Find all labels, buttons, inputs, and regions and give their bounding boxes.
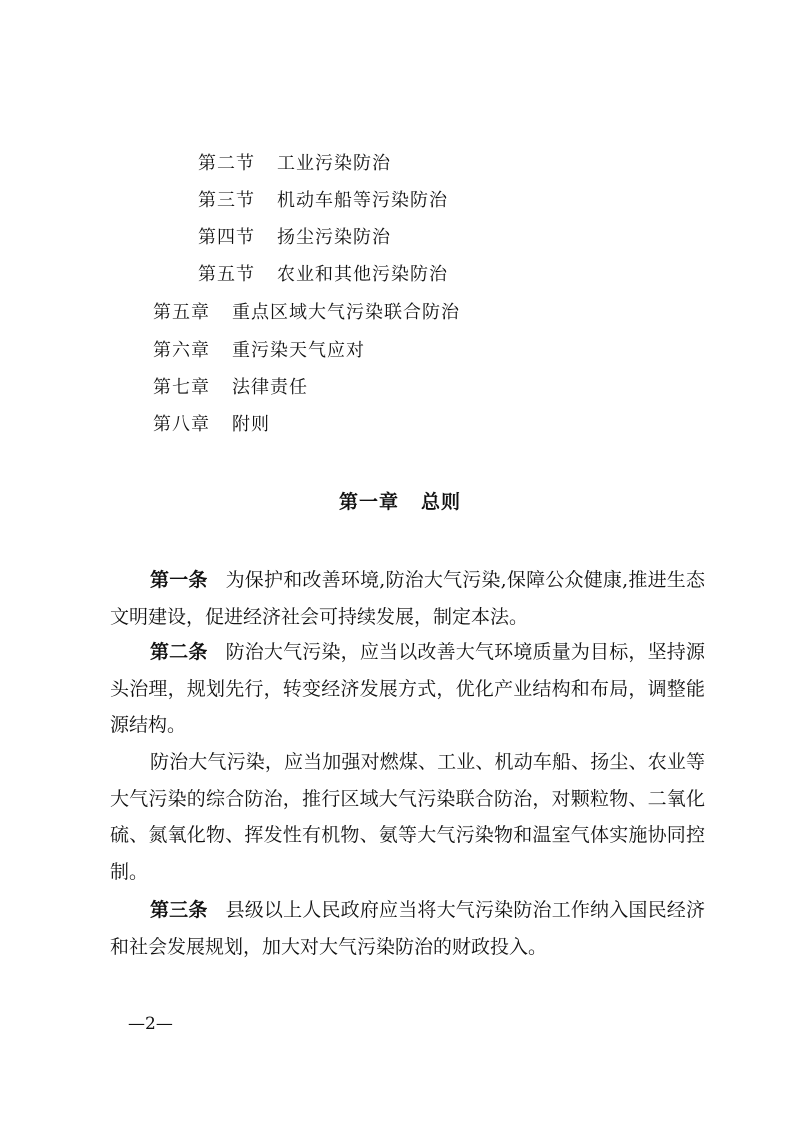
article-paragraph [110, 634, 705, 744]
toc-item [198, 153, 391, 175]
toc-item-number: 第五节 [198, 264, 255, 285]
toc-item [198, 264, 448, 286]
article-text: 防治大气污染，应当加强对燃煤、工业、机动车船、扬尘、农业等大气污染的综合防治，推行区域大气污染联合防治，对颗粒物、二氧化硫、氮氧化物、挥发性有机物、氨等大气污染物和温室气体实施协同控制。 [110, 751, 705, 883]
toc-item-number: 第八章 [153, 414, 210, 435]
toc-item-number: 第四节 [198, 227, 255, 248]
toc-item-number: 第三节 [198, 190, 255, 211]
toc-item [198, 190, 448, 212]
toc-item-number: 第六章 [153, 340, 210, 361]
chapter-number: 第一章 [338, 491, 399, 513]
toc-item-title: 农业和其他污染防治 [277, 264, 448, 285]
toc-item [153, 414, 270, 436]
toc-item-number: 第二节 [198, 153, 255, 174]
article-label: 第二条 [150, 641, 208, 663]
toc-item [153, 302, 460, 324]
toc-item-number: 第五章 [153, 302, 210, 323]
toc-item-title: 机动车船等污染防治 [277, 190, 448, 211]
article-label: 第三条 [150, 899, 208, 921]
toc-item-title: 法律责任 [232, 377, 308, 398]
toc-item-title: 重点区域大气污染联合防治 [232, 302, 460, 323]
article-paragraph [110, 892, 705, 965]
article-text: 县级以上人民政府应当将大气污染防治工作纳入国民经济和社会发展规划，加大对大气污染防治的财政投入。 [110, 899, 705, 958]
article-text: 为保护和改善环境,防治大气污染,保障公众健康,推进生态文明建设，促进经济社会可持续发展，制定本法。 [110, 569, 705, 628]
toc-item-title: 工业污染防治 [277, 153, 391, 174]
toc-item-title: 扬尘污染防治 [277, 227, 391, 248]
toc-item [198, 227, 391, 249]
toc-item-title: 附则 [232, 414, 270, 435]
page-number: —2— [128, 1014, 173, 1034]
toc-item-number: 第七章 [153, 377, 210, 398]
toc-item-title: 重污染天气应对 [232, 340, 365, 361]
toc-item [153, 340, 365, 362]
toc-item [153, 377, 308, 399]
chapter-heading [0, 490, 800, 514]
chapter-title: 总则 [421, 491, 462, 513]
article-text: 防治大气污染，应当以改善大气环境质量为目标，坚持源头治理，规划先行，转变经济发展方式，优化产业结构和布局，调整能源结构。 [110, 641, 705, 736]
article-label: 第一条 [150, 569, 208, 591]
article-paragraph [110, 744, 705, 890]
article-paragraph [110, 562, 705, 635]
